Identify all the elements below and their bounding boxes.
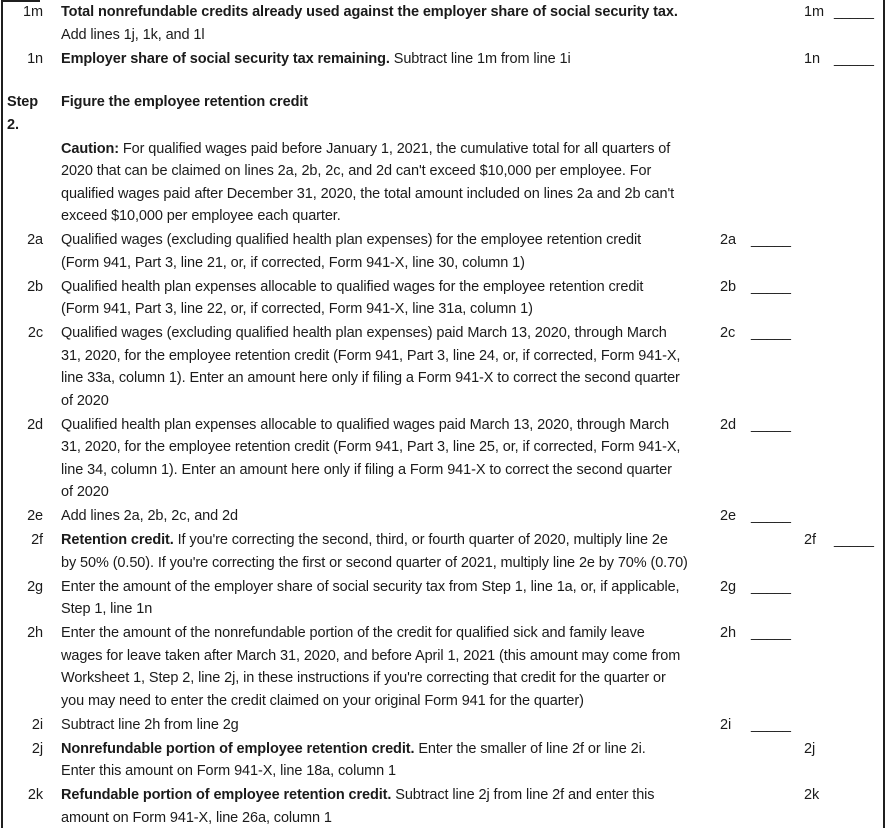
regular-text: of 2020: [61, 392, 109, 409]
text-line: [61, 367, 680, 390]
regular-text: If you're correcting the second, third, or fourth quarter of 2020, multiply line 2e: [173, 532, 668, 548]
row-2g: [0, 576, 887, 621]
regular-text: Subtract line 2j from line 2f and enter this: [391, 787, 655, 803]
amount-blank: _____: [834, 532, 874, 548]
text-line: [61, 714, 239, 737]
text-line: [61, 390, 680, 413]
row-2b: [0, 276, 887, 321]
bold-text: Retention credit.: [61, 532, 174, 548]
regular-text: qualified wages paid after December 31, 2020, the total amount included on lines 2a and 2b can't: [61, 185, 675, 202]
row-caution: [0, 138, 887, 228]
line-number: 1m: [23, 4, 43, 20]
text-line: [61, 345, 680, 368]
regular-text: 31, 2020, for the employee retention credit (Form 941, Part 3, line 24, or, if corrected, Form 941-X,: [61, 347, 681, 364]
amount-line-number: 2c: [720, 325, 736, 341]
amount-line-number: 2g: [720, 578, 736, 595]
amount-line-number: 1n: [804, 50, 820, 67]
row-2i: [0, 714, 887, 737]
row-text: [59, 529, 688, 574]
regular-text: Enter the smaller of line 2f or line 2i.: [414, 740, 646, 757]
regular-text: line 33a, column 1). Enter an amount here only if filing a Form 941-X to correct the second quarter: [61, 370, 680, 386]
regular-text: Enter the amount of the employer share of social security tax from Step 1, line 1a, or, if applicable,: [61, 578, 680, 595]
amount-blank: _____: [751, 578, 791, 595]
amount-blank: _____: [751, 278, 791, 295]
row-2d: [0, 414, 887, 504]
step-heading: [61, 91, 308, 114]
bold-text: Caution:: [61, 140, 119, 157]
row-text: [59, 505, 238, 528]
row-2a: [0, 229, 887, 274]
row-text: [59, 784, 654, 828]
row-1m: [0, 1, 887, 46]
row-2k: [0, 784, 887, 828]
line-number: 2c: [27, 325, 43, 341]
bold-text: Figure the employee retention credit: [61, 94, 308, 110]
amount-line-number: 1m: [804, 4, 824, 20]
line-number: 2g: [27, 578, 43, 595]
regular-text: you may need to enter the credit claimed on your original Form 941 for the quarter): [61, 692, 584, 709]
row-text: [59, 322, 680, 412]
line-number: 2a: [27, 232, 43, 248]
row-2f: [0, 529, 887, 574]
text-line: [61, 738, 646, 761]
text-line: [61, 807, 654, 828]
amount-blank: _____: [751, 508, 791, 524]
regular-text: (Form 941, Part 3, line 22, or, if corrected, Form 941-X, line 31a, column 1): [61, 301, 533, 317]
amount-line-number: 2j: [804, 740, 816, 757]
regular-text: 31, 2020, for the employee retention credit (Form 941, Part 3, line 25, or, if corrected, Form 941-X,: [61, 439, 681, 455]
text-line: [61, 667, 680, 690]
regular-text: Qualified health plan expenses allocable to qualified wages paid March 13, 2020, through March: [61, 416, 670, 433]
row-step-2: [0, 91, 887, 136]
amount-blank: _____: [751, 625, 791, 641]
step-number: 2.: [7, 116, 19, 133]
regular-text: Enter the amount of the nonrefundable portion of the credit for qualified sick and family leave: [61, 625, 645, 641]
line-number: 2j: [31, 740, 43, 757]
text-line: [61, 205, 674, 228]
row-2c: [0, 322, 887, 412]
text-line: [61, 598, 679, 621]
regular-text: of 2020: [61, 484, 109, 500]
amount-line-number: 2e: [720, 508, 736, 524]
row-1n: [0, 48, 887, 71]
bold-text: Employer share of social security tax remaining.: [61, 50, 390, 67]
caution-note: [59, 138, 674, 228]
line-number: 1n: [27, 50, 43, 67]
text-line: [61, 690, 680, 713]
text-line: [61, 622, 680, 645]
step-label: [0, 91, 59, 136]
text-line: [61, 24, 678, 47]
text-line: [61, 436, 680, 459]
amount-line-number: 2f: [804, 532, 816, 548]
line-number: 2i: [31, 716, 43, 733]
amount-line-number: 2i: [720, 716, 732, 733]
amount-blank: _____: [751, 325, 791, 341]
amount-line-number: 2a: [720, 232, 736, 248]
text-line: [61, 552, 688, 575]
regular-text: Add lines 2a, 2b, 2c, and 2d: [61, 508, 238, 524]
regular-text: line 34, column 1). Enter an amount here only if filing a Form 941-X to correct the second quarter: [61, 461, 672, 478]
regular-text: Qualified wages (excluding qualified health plan expenses) for the employee retention credit: [61, 232, 642, 248]
line-number: 2f: [31, 532, 43, 548]
text-line: [61, 183, 674, 206]
text-line: [61, 276, 643, 299]
row-text: [59, 622, 680, 712]
regular-text: Qualified health plan expenses allocable to qualified wages for the employee retention credit: [61, 278, 644, 295]
amount-blank: _____: [834, 50, 874, 67]
regular-text: amount on Form 941-X, line 26a, column 1: [61, 809, 332, 826]
text-line: [61, 760, 646, 783]
regular-text: Subtract line 1m from line 1i: [389, 50, 571, 67]
row-text: [59, 91, 308, 136]
amount-line-number: 2h: [720, 625, 736, 641]
row-text: [59, 276, 643, 321]
text-line: [61, 529, 688, 552]
text-line: [61, 576, 679, 599]
text-line: [61, 138, 674, 161]
line-number: 2h: [27, 625, 43, 641]
row-2e: [0, 505, 887, 528]
amount-blank: _____: [751, 716, 791, 733]
line-number: [0, 138, 59, 228]
line-number: 2d: [27, 416, 43, 433]
text-line: [61, 481, 680, 504]
regular-text: Worksheet 1, Step 2, line 2j, in these instructions if you're correcting that credit for the quarter or: [61, 670, 666, 686]
row-text: [59, 738, 646, 783]
amount-line-number: 2k: [804, 787, 820, 803]
text-line: [61, 252, 641, 275]
text-line: [61, 229, 641, 252]
regular-text: For qualified wages paid before January 1, 2021, the cumulative total for all quarters of: [119, 140, 671, 157]
text-line: [61, 505, 238, 528]
line-number: 2k: [27, 787, 43, 803]
regular-text: wages for leave taken after March 31, 2020, and before April 1, 2021 (this amount may come from: [61, 647, 681, 664]
amount-blank: _____: [751, 416, 791, 433]
row-text: [59, 414, 680, 504]
line-number: 2b: [27, 278, 43, 295]
regular-text: Step 1, line 1n: [61, 601, 153, 617]
amount-line-number: 2b: [720, 278, 736, 295]
text-line: [61, 160, 674, 183]
amount-blank: _____: [751, 232, 791, 248]
text-line: [61, 784, 654, 807]
row-text: [59, 1, 678, 46]
regular-text: Enter this amount on Form 941-X, line 18a, column 1: [61, 763, 397, 779]
regular-text: by 50% (0.50). If you're correcting the first or second quarter of 2021, multiply line 2e by 70% (0.70): [61, 554, 688, 571]
text-line: [61, 48, 571, 71]
text-line: [61, 1, 678, 24]
regular-text: Add lines 1j, 1k, and 1l: [61, 26, 205, 43]
regular-text: (Form 941, Part 3, line 21, or, if corrected, Form 941-X, line 30, column 1): [61, 254, 525, 271]
line-number: 2e: [27, 508, 43, 524]
row-2j: [0, 738, 887, 783]
row-text: [59, 229, 641, 274]
bold-text: Total nonrefundable credits already used against the employer share of social security tax.: [61, 4, 678, 20]
regular-text: Qualified wages (excluding qualified health plan expenses) paid March 13, 2020, through March: [61, 325, 667, 341]
regular-text: 2020 that can be claimed on lines 2a, 2b, 2c, and 2d can't exceed $10,000 per employee. For: [61, 163, 652, 179]
text-line: [61, 459, 680, 482]
bold-text: Refundable portion of employee retention credit.: [61, 787, 392, 803]
row-text: [59, 48, 571, 71]
row-text: [59, 714, 239, 737]
regular-text: exceed $10,000 per employee each quarter.: [61, 208, 341, 224]
row-2h: [0, 622, 887, 712]
text-line: [61, 645, 680, 668]
text-line: [61, 322, 680, 345]
text-line: [61, 414, 680, 437]
text-line: [61, 298, 643, 321]
step-word: Step: [7, 94, 39, 110]
amount-blank: _____: [834, 4, 874, 20]
row-text: [59, 576, 679, 621]
regular-text: Subtract line 2h from line 2g: [61, 716, 239, 733]
amount-line-number: 2d: [720, 416, 736, 433]
bold-text: Nonrefundable portion of employee retention credit.: [61, 740, 415, 757]
